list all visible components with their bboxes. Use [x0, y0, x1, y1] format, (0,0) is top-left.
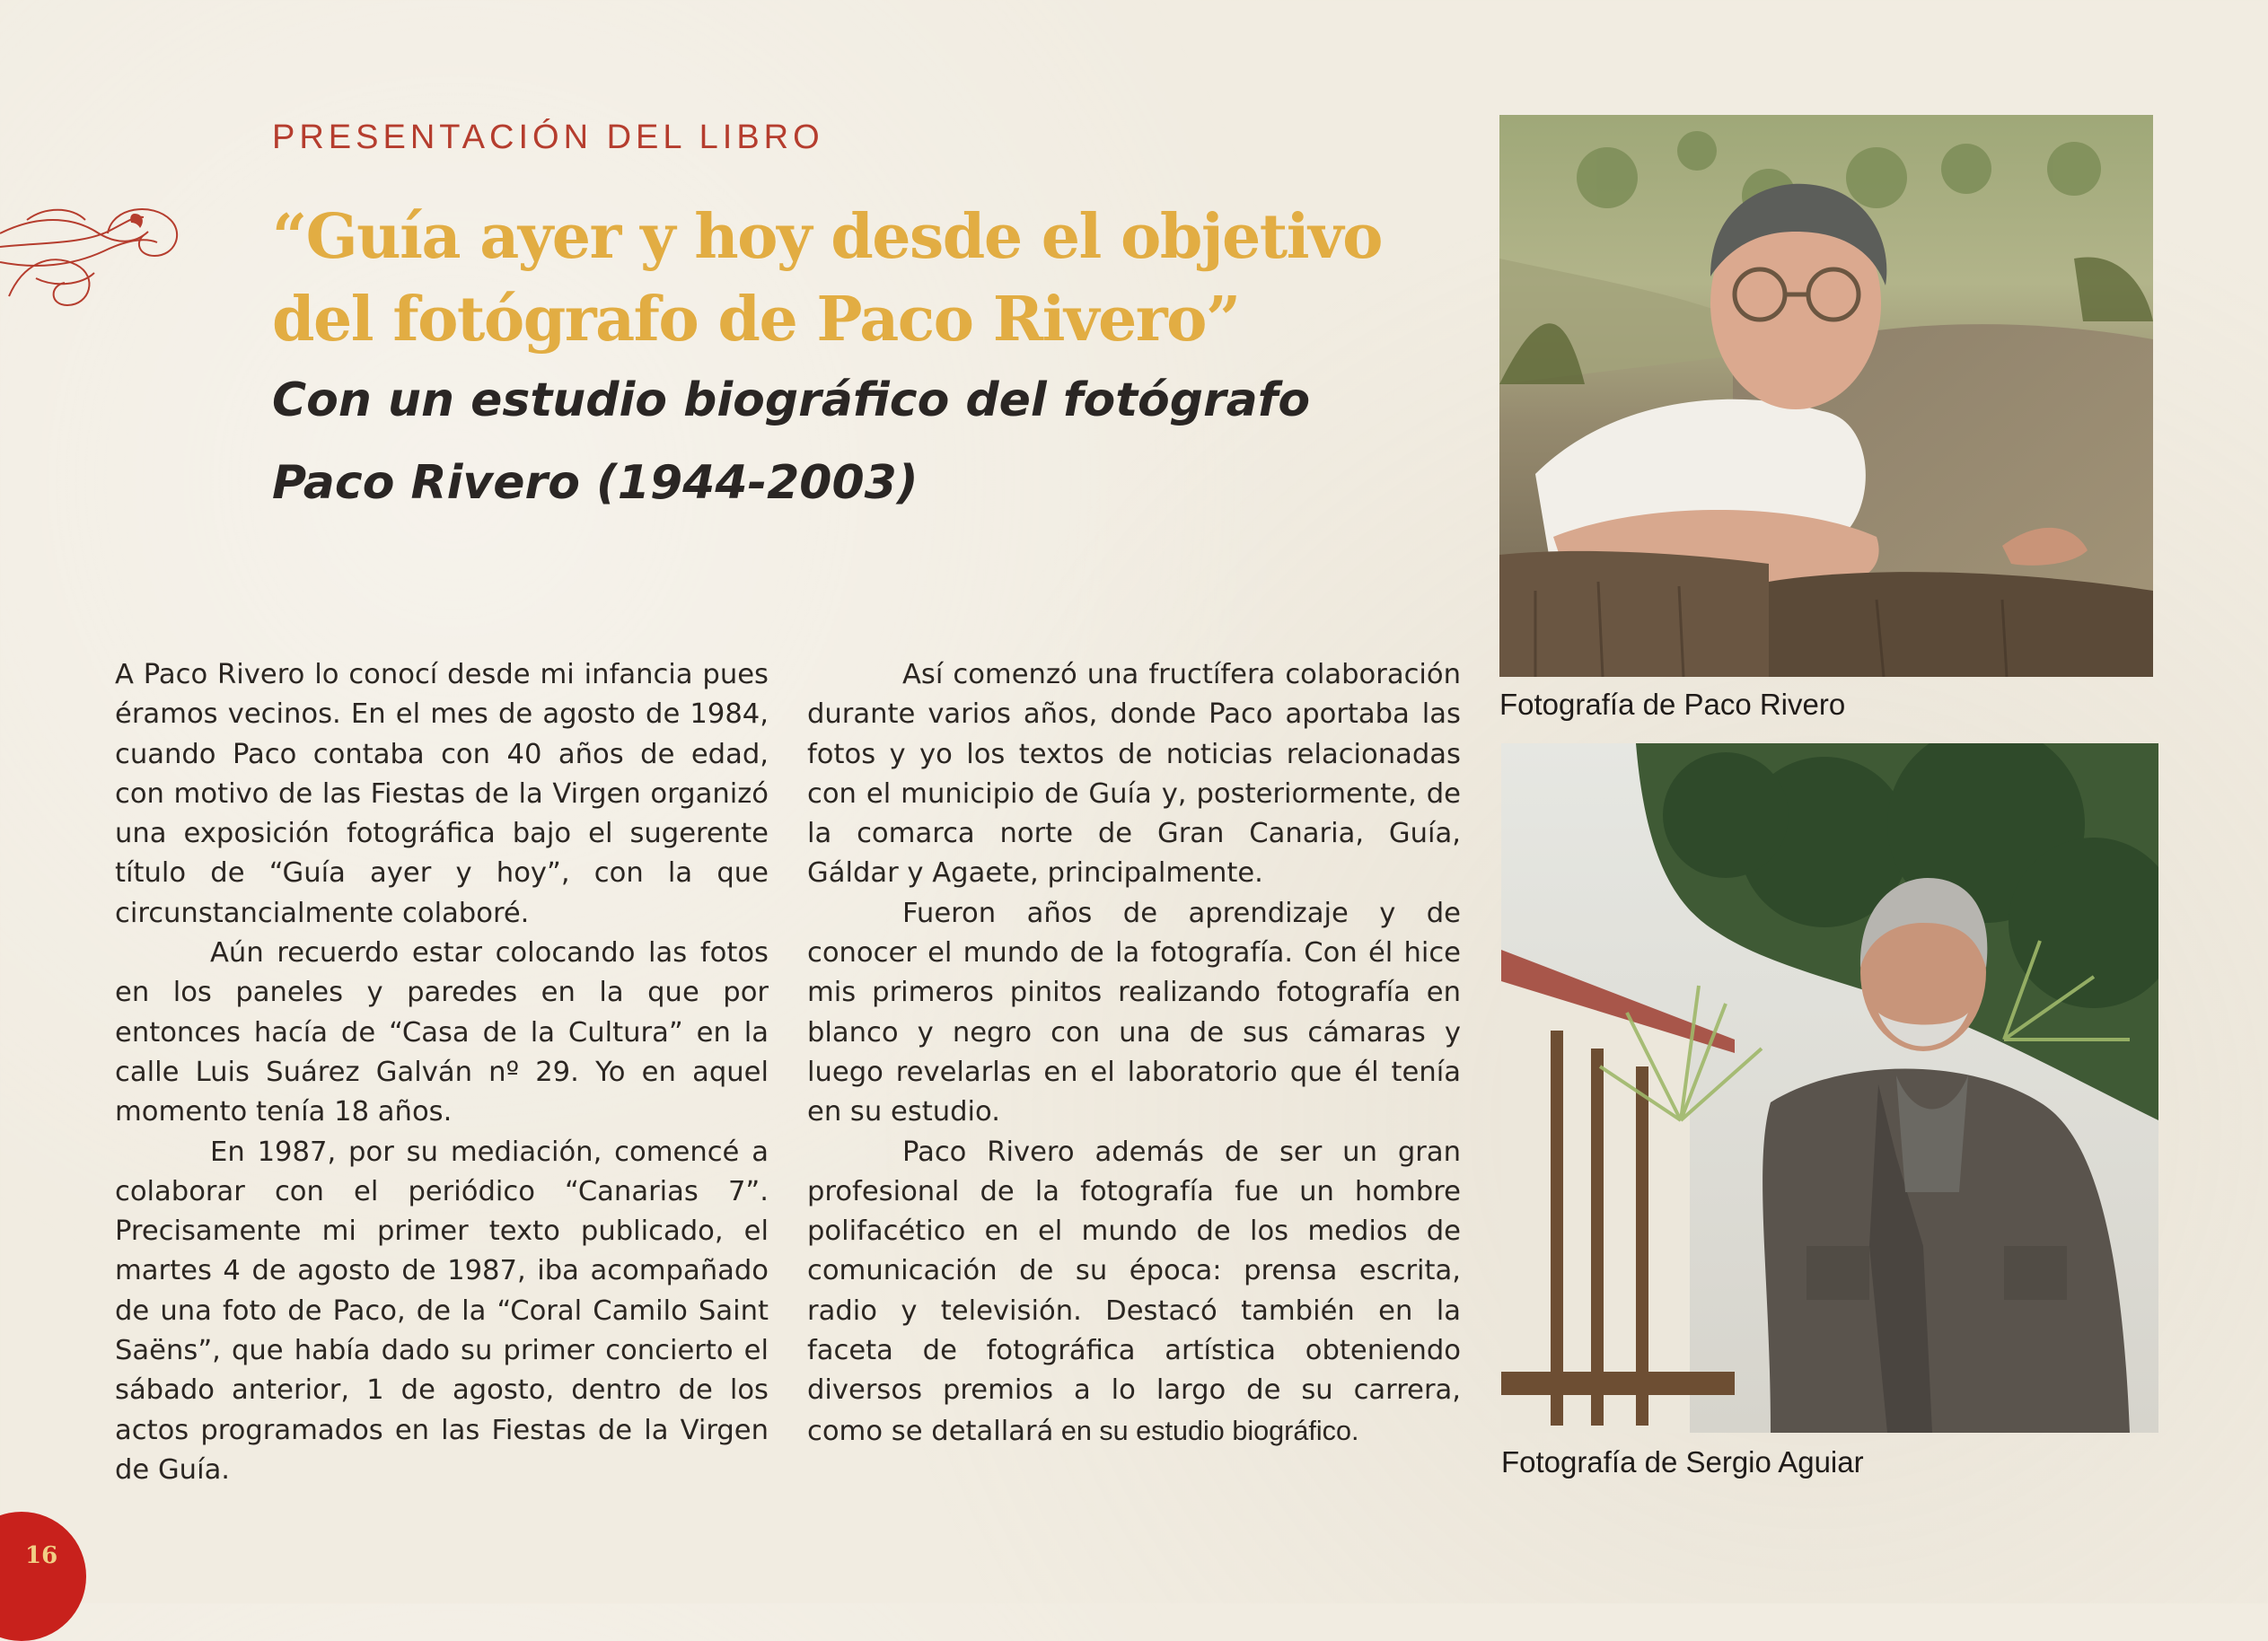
- title-line-1: “Guía ayer y hoy desde el objetivo: [272, 201, 1382, 273]
- page-number-badge: [0, 1512, 86, 1641]
- photo-caption-2: Fotografía de Sergio Aguiar: [1501, 1445, 1864, 1479]
- subtitle-line-2: Paco Rivero (1944-2003): [272, 456, 919, 510]
- decorative-flourish-icon: [0, 180, 189, 323]
- paragraph: A Paco Rivero lo conocí desde mi infancia pues éramos vecinos. En el mes de agosto de 1984, cuando Paco contaba con 40 años de edad, con motivo de las Fiestas de la Virgen organizó una exposición fotográfica bajo el sugerente título de “Guía ayer y hoy”, con la que circunstancialmente colaboré.: [115, 659, 769, 929]
- article-right-column: [807, 655, 1461, 1452]
- paragraph-text: Paco Rivero además de ser un gran profesional de la fotografía fue un hombre polifacético en el mundo de los medios de comunicación de su época: prensa escrita, radio y televisión. Destacó también en la faceta de fotográfica artística obteniendo diversos premios a lo largo de su carrera, como se detallará: [807, 1136, 1461, 1447]
- paragraph: Fueron años de aprendizaje y de conocer el mundo de la fotografía. Con él hice mis primeros pinitos realizando fotografía en blanco y negro con una de sus cámaras y luego revelarlas en el laboratorio que él tenía en su estudio.: [807, 897, 1461, 1128]
- paragraph-tail: en su estudio biográfico.: [1053, 1415, 1359, 1446]
- section-label: PRESENTACIÓN DEL LIBRO: [272, 118, 824, 156]
- photo-paco-rivero: [1499, 115, 2153, 677]
- photo-paco-rivero-image: [1499, 115, 2153, 677]
- title-line-2: del fotógrafo de Paco Rivero”: [272, 284, 1240, 355]
- photo-sergio-aguiar: [1501, 743, 2158, 1433]
- paragraph-last: [807, 1133, 1461, 1452]
- paragraph: Así comenzó una fructífera colaboración durante varios años, donde Paco aportaba las fotos y yo los textos de noticias relacionadas con el municipio de Guía y, posteriormente, de la comarca norte de Gran Canaria, Guía, Gáldar y Agaete, principalmente.: [807, 659, 1461, 890]
- article-title: [272, 196, 1475, 361]
- article-subtitle: [272, 359, 1439, 524]
- photo-sergio-aguiar-image: [1501, 743, 2158, 1433]
- subtitle-line-1: Con un estudio biográfico del fotógrafo: [272, 373, 1311, 427]
- page-number: 16: [25, 1542, 58, 1569]
- paragraph: En 1987, por su mediación, comencé a colaborar con el periódico “Canarias 7”. Precisamente mi primer texto publicado, el martes 4 de agosto de 1987, iba acompañado de una foto de Paco, de la “Coral Camilo Saint Saëns”, que había dado su primer concierto el sábado anterior, 1 de agosto, dentro de los actos programados en las Fiestas de la Virgen de Guía.: [115, 1136, 769, 1486]
- paragraph: Aún recuerdo estar colocando las fotos en los paneles y paredes en la que por entonces hacía de “Casa de la Cultura” en la calle Luis Suárez Galván nº 29. Yo en aquel momento tenía 18 años.: [115, 937, 769, 1128]
- article-left-column: [115, 655, 769, 1490]
- photo-caption-1: Fotografía de Paco Rivero: [1499, 688, 1846, 721]
